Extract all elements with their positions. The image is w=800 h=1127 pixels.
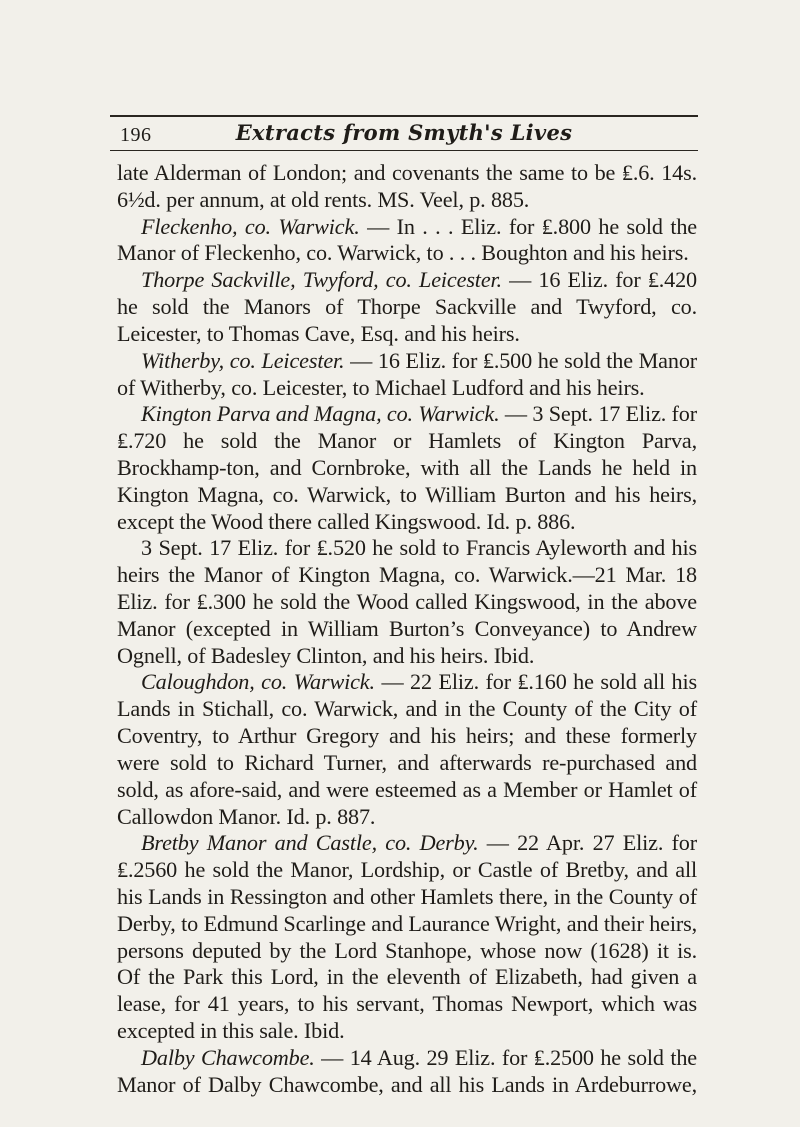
paragraph-text: — 22 Eliz. for ₤.160 he sold all his Lands in Stichall, co. Warwick, and in the County of the City of Coventry, to Arthur Gregory and his heirs; and these formerly were sold to Richard Turner, and afterwards re-purchased and sold, as afore-said, and were esteemed as a Member or Hamlet of Callowdon Manor. Id. p. 887.	[117, 669, 697, 829]
entry-heading: Fleckenho, co. Warwick.	[141, 213, 360, 239]
paragraph	[117, 535, 697, 669]
paragraph	[117, 214, 697, 268]
running-title: Extracts from Smyth's Lives	[235, 120, 573, 145]
entry-heading: Witherby, co. Leicester.	[141, 347, 345, 373]
paragraph-text: — 3 Sept. 17 Eliz. for ₤.720 he sold the Manor or Hamlets of Kington Parva, Brockhamp-ton, and Cornbroke, with all the Lands he held in Kington Magna, co. Warwick, to William Burton and his heirs, except the Wood there called Kingswood. Id. p. 886.	[117, 401, 697, 534]
paragraph	[117, 669, 697, 830]
paragraph-text: 3 Sept. 17 Eliz. for ₤.520 he sold to Francis Ayleworth and his heirs the Manor of Kington Magna, co. Warwick.—21 Mar. 18 Eliz. for ₤.300 he sold the Wood called Kingswood, in the above Manor (excepted in William Burton’s Conveyance) to Andrew Ognell, of Badesley Clinton, and his heirs. Ibid.	[117, 535, 697, 668]
entry-heading: Kington Parva and Magna, co. Warwick.	[141, 401, 500, 427]
paragraph	[117, 348, 697, 402]
page-number: 196	[120, 124, 152, 146]
page-header	[110, 117, 698, 150]
entry-heading: Caloughdon, co. Warwick.	[141, 669, 375, 695]
entry-heading: Dalby Chawcombe.	[141, 1044, 315, 1070]
paragraph	[117, 267, 697, 347]
paragraph	[117, 160, 697, 214]
paragraph-text: — In . . . Eliz. for ₤.800 he sold the Manor of Fleckenho, co. Warwick, to . . . Boughton and his heirs.	[117, 213, 697, 266]
body-text	[117, 160, 697, 1098]
header-rule-bottom	[110, 150, 698, 151]
entry-heading: Bretby Manor and Castle, co. Derby.	[141, 830, 479, 856]
paragraph-text: — 22 Apr. 27 Eliz. for ₤.2560 he sold the Manor, Lordship, or Castle of Bretby, and all his Lands in Ressington and other Hamlets there, in the County of Derby, to Edmund Scarlinge and Laurance Wright, and their heirs, persons deputed by the Lord Stanhope, whose now (1628) it is. Of the Park this Lord, in the eleventh of Elizabeth, had given a lease, for 41 years, to his servant, Thomas Newport, which was excepted in this sale. Ibid.	[117, 830, 697, 1043]
paragraph-text: late Alderman of London; and covenants the same to be ₤.6. 14s. 6½d. per annum, at old rents. MS. Veel, p. 885.	[117, 160, 697, 212]
entry-heading: Thorpe Sackville, Twyford, co. Leicester.	[141, 267, 502, 293]
paragraph-text: — 16 Eliz. for ₤.500 he sold the Manor of Witherby, co. Leicester, to Michael Ludford and his heirs.	[117, 347, 698, 400]
paragraph	[117, 401, 697, 535]
paragraph-text: — 16 Eliz. for ₤.420 he sold the Manors of Thorpe Sackville and Twyford, co. Leicester, to Thomas Cave, Esq. and his heirs.	[117, 267, 697, 346]
paragraph-text: — 14 Aug. 29 Eliz. for ₤.2500 he sold the Manor of Dalby Chawcombe, and all his Lands in Ardeburrowe,	[117, 1044, 698, 1097]
paragraph	[117, 830, 697, 1045]
paragraph	[117, 1045, 697, 1099]
